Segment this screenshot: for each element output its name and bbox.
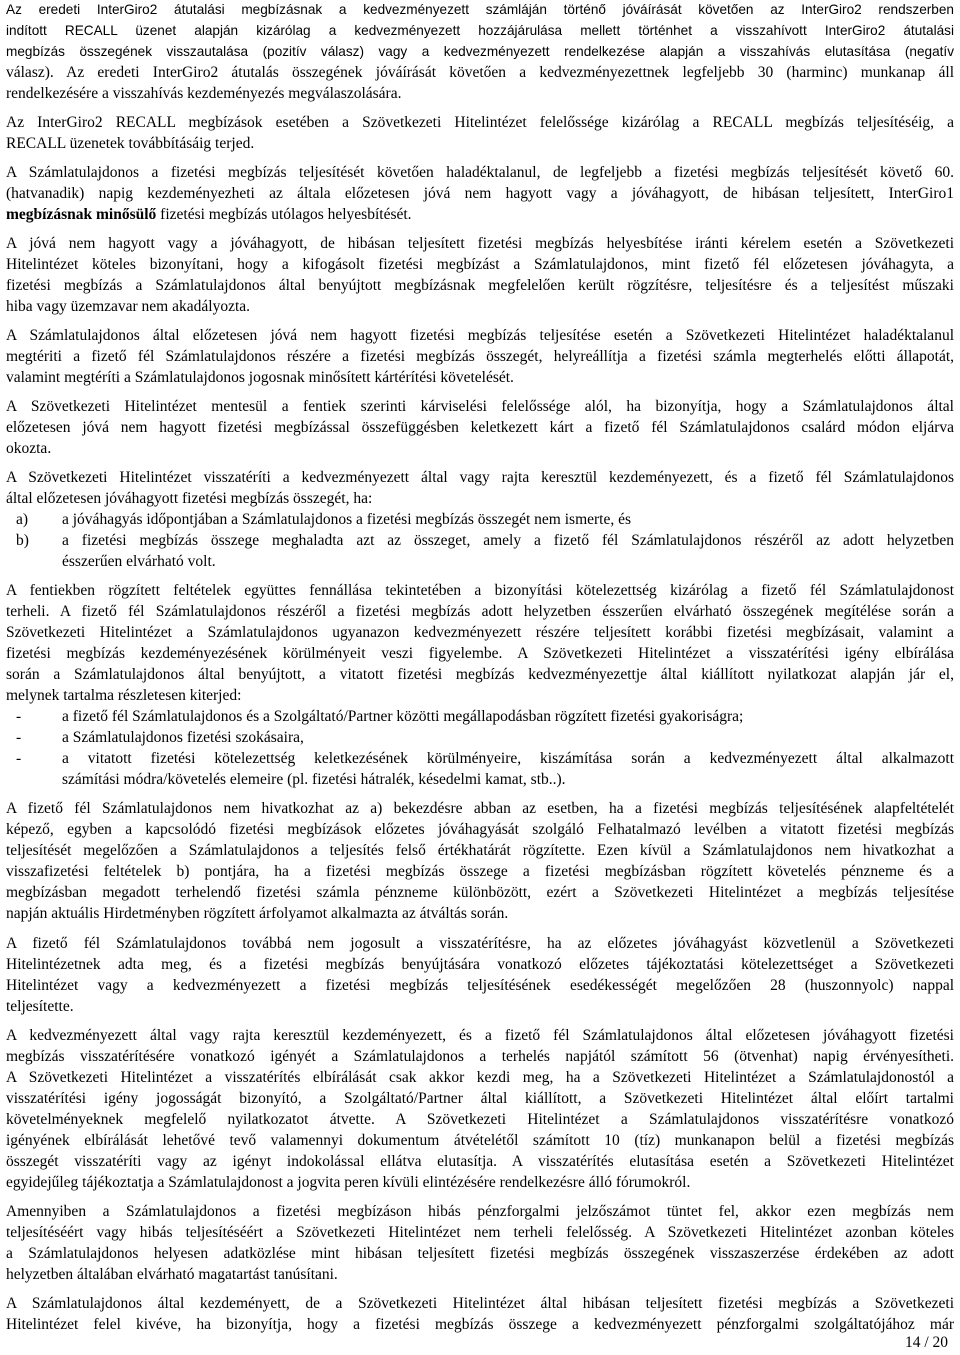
text-line: A Szövetkezeti Hitelintézet visszatéríti a kedvezményezett által vagy rajta keresztül kezdeményezett, és a fizető fél Számlatulajdonos xyxy=(6,469,954,486)
text-line: A Számlatulajdonos által kezdeményett, de a Szövetkezeti Hitelintézet által hibásan teljesített fizetési megbízás a Szövetkezeti xyxy=(6,1295,954,1312)
text-line: során a Számlatulajdonos által benyújtott, a vitatott fizetési megbízás kedvezményezettje által kiállított nyilatkozat alapján jár el, xyxy=(6,666,954,683)
list-item-continuation: ésszerűen elvárható volt. xyxy=(62,553,216,570)
list-item: a jóváhagyás időpontjában a Számlatulajdonos a fizetési megbízás összegét nem ismerte, és xyxy=(62,511,632,528)
list-item: a fizető fél Számlatulajdonos és a Szolgáltató/Partner közötti megállapodásban rögzített fizetési gyakoriságra; xyxy=(62,708,744,725)
bold-phrase: megbízásnak minősülő xyxy=(6,206,157,223)
text-line: visszafizetési feltételek b) pontjára, ha a fizetési megbízás összege a fizetési megbízásban rögzített követelés pénzneme és a xyxy=(6,863,954,880)
text-line: indított RECALL üzenet alapján kizárólag a kedvezményezett hozzájárulása mellett történhet a visszahívott InterGiro2 átutalási xyxy=(6,23,954,38)
text-line: megbízás visszatérítésére vonatkozó igényét a Számlatulajdonos a terhelés napjától számított 56 (ötvenhat) napig érvényesítheti. xyxy=(6,1048,954,1065)
text-line: Hitelintézet köteles bizonyítani, hogy a kifogásolt fizetési megbízást a Számlatulajdonos, mint fizető fél előzetesen jóváhagyta, a xyxy=(6,256,954,273)
text-line: A Szövetkezeti Hitelintézet a visszatérítés elbírálását csak akkor kezdi meg, ha a Szövetkezeti Hitelintézet a Számlatulajdonostól a xyxy=(6,1069,954,1086)
list-item-continuation: számítási módra/követelés elemeire (pl. fizetési hátralék, késedelmi kamat, stb..). xyxy=(62,771,566,788)
text-line: követelményeknek megfelelő nyilatkozatot átvette. A Szövetkezeti Hitelintézet a Számlatulajdonos visszatérítésre vonatkozó xyxy=(6,1111,954,1128)
text-line: megbízás összegének visszautalása (pozitív válasz) vagy a kedvezményezett rendelkezése alapján a visszahívás elutasítása (negatív xyxy=(6,44,954,59)
text-line: képező, egyben a kapcsolódó fizetési megbízások előzetes jóváhagyását szolgáló Felhatalmazó levélben a vitatott fizetési megbízás xyxy=(6,821,954,838)
list-marker-a: a) xyxy=(16,511,29,528)
text-line: melynek tartalma részletesen kiterjed: xyxy=(6,687,242,704)
text-line: fizetési megbízás a Számlatulajdonos által benyújtott megbízásnak megfelelően került rögzítésre, teljesítésre és a teljesítést műszaki xyxy=(6,277,954,294)
text-line: helyzetben általában elvárható magatartást tanúsítani. xyxy=(6,1266,338,1283)
text-line: teljesítette. xyxy=(6,998,74,1015)
text-line: rendelkezésére a visszahívás kezdeményezés megválaszolására. xyxy=(6,85,402,102)
list-marker-dash: - xyxy=(16,708,22,725)
list-marker-dash: - xyxy=(16,729,22,746)
text-line: a Számlatulajdonos helyesen adatközlése mint hibásan teljesített fizetési megbízás összegének visszaszerzése érdekében az adott xyxy=(6,1245,954,1262)
text-line: A kedvezményezett által vagy rajta keresztül kezdeményezett, és a fizető fél Számlatulajdonos által előzetesen jóváhagyott fizetési xyxy=(6,1027,954,1044)
text-line: összegét visszatéríti vagy az igényt indokolással ellátva elutasítja. A visszatérítés elutasítása esetén a Szövetkezeti Hitelintézet xyxy=(6,1153,954,1170)
text-line: Hitelintézet felel kivéve, ha bizonyítja, hogy a fizetési megbízás összege a kedvezményezett pénzforgalmi szolgáltatójához már xyxy=(6,1316,954,1333)
text-line: Hitelintézet vagy a kedvezményezett a fizetési megbízás teljesítésének esedékességét megelőzően 28 (huszonnyolc) nappal xyxy=(6,977,954,994)
text-line: Amennyiben a Számlatulajdonos a fizetési megbízáson hibás pénzforgalmi jelzőszámot tüntet fel, akkor ezen megbízás nem xyxy=(6,1203,954,1220)
text-line: A Számlatulajdonos által előzetesen jóvá nem hagyott fizetési megbízás teljesítése esetén a Szövetkezeti Hitelintézet haladéktalanul xyxy=(6,327,954,344)
text-line: napján aktuális Hirdetményben rögzített árfolyamot alkalmazta az átváltás során. xyxy=(6,905,509,922)
text-line: valamint megtéríti a Számlatulajdonos jogosnak minősített kártérítési követelését. xyxy=(6,369,514,386)
text-line: visszatérítési igény jogosságát bizonyító, a Szolgáltató/Partner által kiállított, a Szövetkezeti Hitelintézet által előírt tartalmi xyxy=(6,1090,954,1107)
text-line: Hitelintézetnek adta meg, és a fizetési megbízás benyújtására vonatkozó előzetes tájékoztatási kötelezettséget a Szövetkezeti xyxy=(6,956,954,973)
list-marker-dash: - xyxy=(16,750,22,767)
text-line: válasz). Az eredeti InterGiro2 átutalás összegének jóváírását követően a kedvezményezettnek legfeljebb 30 (harminc) munkanap áll xyxy=(6,64,954,81)
text-line: által előzetesen jóváhagyott fizetési megbízás összegét, ha: xyxy=(6,490,373,507)
text-line: A fizető fél Számlatulajdonos továbbá nem jogosult a visszatérítésre, ha az előzetes jóváhagyást közvetlenül a Szövetkezeti xyxy=(6,935,954,952)
text-line: teljesítéséért vagy hibás teljesítéséért a Szövetkezeti Hitelintézet nem terheli felelősség. A Szövetkezeti Hitelintézet azonban köteles xyxy=(6,1224,954,1241)
text-line: hiba vagy üzemzavar nem akadályozta. xyxy=(6,298,251,315)
list-item: a fizetési megbízás összege meghaladta azt az összeget, amely a fizető fél Számlatulajdonos részéről az adott helyzetben xyxy=(62,532,954,549)
text-line: egyidejűleg tájékoztatja a Számlatulajdonost a jogvita peren kívüli elintézésére rendelkezésre álló fórumokról. xyxy=(6,1174,691,1191)
text-line: igényének elbírálását lehetővé tevő valamennyi dokumentum átvételétől számított 10 (tíz) munkanapon belül a fizetési megbízás xyxy=(6,1132,954,1149)
text-line xyxy=(6,205,954,225)
text-line: okozta. xyxy=(6,440,52,457)
text-fragment: fizetési megbízás utólagos helyesbítését. xyxy=(160,206,412,223)
text-line: RECALL üzenetek továbbításáig terjed. xyxy=(6,135,255,152)
text-line: terheli. A fizető fél Számlatulajdonos részéről a fizetési megbízás adott helyzetben ésszerűen elvárható összegének megítélése során a xyxy=(6,603,954,620)
text-line: előzetesen jóvá nem hagyott fizetési megbízással összefüggésben keletkezett kárt a fizető fél Számlatulajdonos csalárd módon eljárva xyxy=(6,419,954,436)
list-item: a vitatott fizetési kötelezettség keletkezésének körülményeire, kiszámítása során a kedvezményezett által alkalmazott xyxy=(62,750,954,767)
text-line: Az InterGiro2 RECALL megbízások esetében a Szövetkezeti Hitelintézet felelőssége kizárólag a RECALL megbízás teljesítéséig, a xyxy=(6,114,954,131)
page-number: 14 / 20 xyxy=(904,1334,948,1351)
text-line: megbízásban megadott terhelendő fizetési számla pénzneme különbözött, ezért a Szövetkezeti Hitelintézet a megbízás teljesítése xyxy=(6,884,954,901)
text-line: fizetési megbízás kezdeményezésének körülményeit veszi figyelembe. A Szövetkezeti Hitelintézet a visszatérítési igény elbírálása xyxy=(6,645,954,662)
text-line: A fizető fél Számlatulajdonos nem hivatkozhat az a) bekezdésre abban az esetben, ha a fizetési megbízás teljesítésének alapfeltételét xyxy=(6,800,954,817)
list-item: a Számlatulajdonos fizetési szokásaira, xyxy=(62,729,304,746)
list-marker-b: b) xyxy=(16,532,29,549)
text-line: A Számlatulajdonos a fizetési megbízás teljesítését követően haladéktalanul, de legfeljebb a fizetési megbízás teljesítését követő 60. xyxy=(6,164,954,181)
text-line: A fentiekben rögzített feltételek együttes fennállása tekintetében a bizonyítási kötelezettség kizárólag a fizető fél Számlatulajdonost xyxy=(6,582,954,599)
text-line: teljesítését megelőzően a Számlatulajdonos a teljesítés felső értékhatárát rögzítette. Ezen kívül a Számlatulajdonos nem hivatkozhat a xyxy=(6,842,954,859)
text-line: A jóvá nem hagyott vagy a jóváhagyott, de hibásan teljesített fizetési megbízás helyesbítése iránti kérelem esetén a Szövetkezeti xyxy=(6,235,954,252)
text-line: Szövetkezeti Hitelintézet a Számlatulajdonos ugyanazon kedvezményezett részére teljesített korábbi fizetési megbízásait, valamint a xyxy=(6,624,954,641)
text-line: (hatvanadik) napig kezdeményezheti az általa előzetesen jóvá nem hagyott vagy a jóváhagyott, de hibásan teljesített, InterGiro1 xyxy=(6,185,954,202)
text-line: A Szövetkezeti Hitelintézet mentesül a fentiek szerinti kárviselési felelőssége alól, ha bizonyítja, hogy a Számlatulajdonos által xyxy=(6,398,954,415)
text-line: megtériti a fizető fél Számlatulajdonos részére a fizetési megbízás összegét, helyreállítja a fizetési számla megterhelés előtti állapotát, xyxy=(6,348,954,365)
text-line: Az eredeti InterGiro2 átutalási megbízásnak a kedvezményezett számláján történő jóváírását követően az InterGiro2 rendszerben xyxy=(6,2,954,17)
